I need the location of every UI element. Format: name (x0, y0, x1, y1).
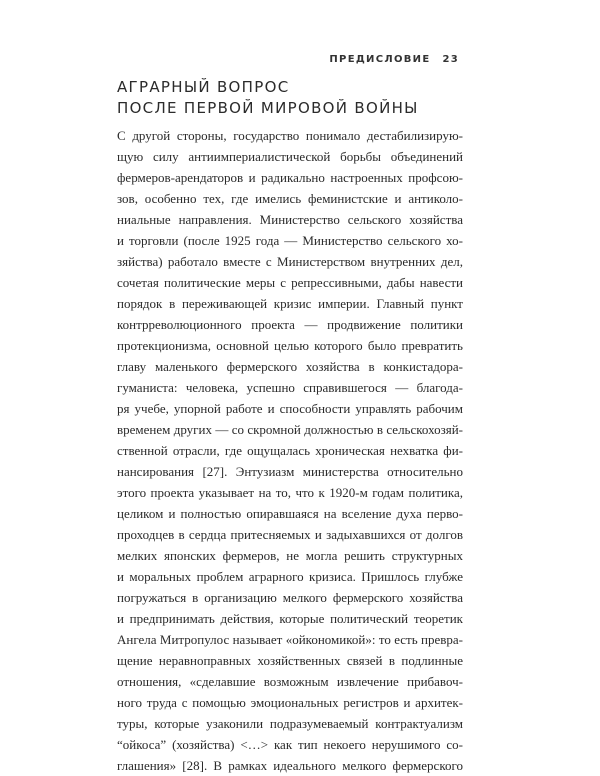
text-line: целиком и полностью опиравшаяся на вселение духа перво- (117, 506, 463, 521)
text-line: ря учебе, упорной работе и способности управлять рабочим (117, 401, 463, 416)
running-header-section: ПРЕДИСЛОВИЕ (329, 54, 431, 65)
section-heading-line-1: АГРАРНЫЙ ВОПРОС (117, 78, 290, 96)
page-number: 23 (442, 54, 459, 65)
section-heading-line-2: ПОСЛЕ ПЕРВОЙ МИРОВОЙ ВОЙНЫ (117, 99, 419, 117)
text-line: протекционизма, основной целью которого было превратить (117, 338, 463, 353)
text-line: мелких японских фермеров, не могла решить структурных (117, 548, 463, 563)
text-line: проходцев в сердца притесняемых и задыхавшихся от долгов (117, 527, 463, 542)
text-line: зяйства) работало вместе с Министерством внутренних дел, (117, 254, 463, 269)
text-line: Ангела Митропулос называет «ойкономикой»: то есть превра- (117, 632, 463, 647)
text-line: погружаться в организацию мелкого фермерского хозяйства (117, 590, 463, 605)
text-line: сочетая политические меры с репрессивными, дабы навести (117, 275, 463, 290)
text-line: нансирования [27]. Энтузиазм министерства относительно (117, 464, 463, 479)
text-line: зов, особенно тех, где имелись феминистские и антиколо- (117, 191, 463, 206)
text-line: порядок в переживающей кризис империи. Главный пункт (117, 296, 463, 311)
text-line: щение неравноправных хозяйственных связей в подлинные (117, 653, 463, 668)
body-paragraph (117, 125, 463, 776)
text-line: “ойкоса” (хозяйства) <…> как тип некоего нерушимого со- (117, 737, 463, 752)
text-line: фермеров-арендаторов и радикально настроенных профсою- (117, 170, 463, 185)
text-line: щую силу антиимпериалистической борьбы объединений (117, 149, 463, 164)
text-line: временем других — со скромной должностью в сельскохозяй- (117, 422, 463, 437)
text-line: ного труда с помощью эмоциональных регистров и архитек- (117, 695, 463, 710)
section-heading (117, 77, 487, 119)
text-line: и торговли (после 1925 года — Министерство сельского хо- (117, 233, 463, 248)
text-line: и моральных проблем аграрного кризиса. Пришлось глубже (117, 569, 463, 584)
text-line: туры, которые узаконили подразумеваемый контрактуализм (117, 716, 463, 731)
text-line: контрреволюционного проекта — продвижение политики (117, 317, 463, 332)
text-line: отношения, «сделавшие возможным извлечение прибавоч- (117, 674, 463, 689)
text-line: этого проекта указывает на то, что к 1920-м годам политика, (117, 485, 463, 500)
text-line: глашения» [28]. В рамках идеального мелкого фермерского (117, 758, 463, 773)
text-line: и предпринимать действия, которые политический теоретик (117, 611, 463, 626)
text-line: ниальные направления. Министерство сельского хозяйства (117, 212, 463, 227)
text-line: ственной отрасли, где ощущалась хроническая нехватка фи- (117, 443, 463, 458)
running-header (329, 54, 459, 65)
text-line: главу маленького фермерского хозяйства в конкистадора- (117, 359, 463, 374)
text-line: гуманиста: человека, успешно справившегося — благода- (117, 380, 463, 395)
text-line: С другой стороны, государство понимало дестабилизирую- (117, 128, 463, 143)
